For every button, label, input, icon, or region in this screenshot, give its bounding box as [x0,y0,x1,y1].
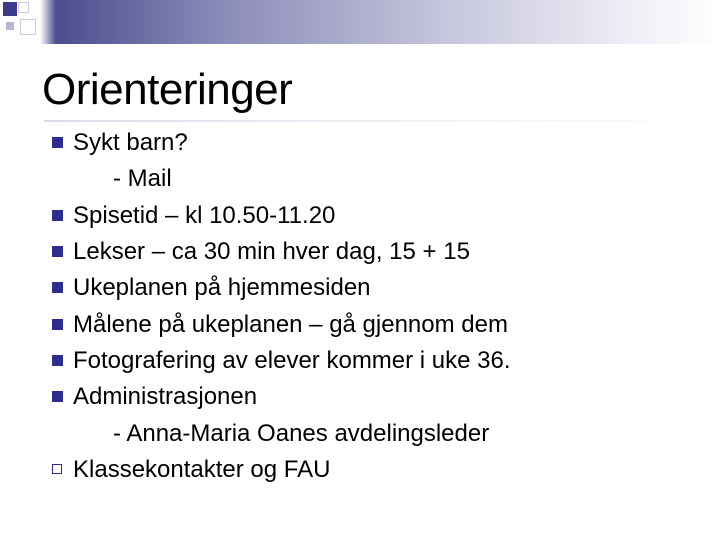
bullet-text: Klassekontakter og FAU [73,456,331,483]
sub-item-text: - Mail [113,165,172,192]
sub-item-text: - Anna-Maria Oanes avdelingsleder [113,420,490,447]
bullet-text: Fotografering av elever kommer i uke 36. [73,347,511,374]
square-bullet-icon [52,210,63,221]
bullet-text: Sykt barn? [73,129,188,156]
slide-title: Orienteringer [42,65,293,114]
square-bullet-icon [52,319,63,330]
hollow-square-bullet-icon [52,464,62,474]
bullet-text: Lekser – ca 30 min hver dag, 15 + 15 [73,238,470,265]
square-bullet-icon [52,391,63,402]
square-bullet-icon [52,355,63,366]
square-bullet-icon [52,137,63,148]
square-bullet-icon [52,246,63,257]
bullet-text: Spisetid – kl 10.50-11.20 [73,202,336,229]
square-bullet-icon [52,282,63,293]
bullet-text: Administrasjonen [73,383,258,410]
bullet-text: Målene på ukeplanen – gå gjennom dem [73,311,508,338]
bullet-text: Ukeplanen på hjemmesiden [73,274,371,301]
